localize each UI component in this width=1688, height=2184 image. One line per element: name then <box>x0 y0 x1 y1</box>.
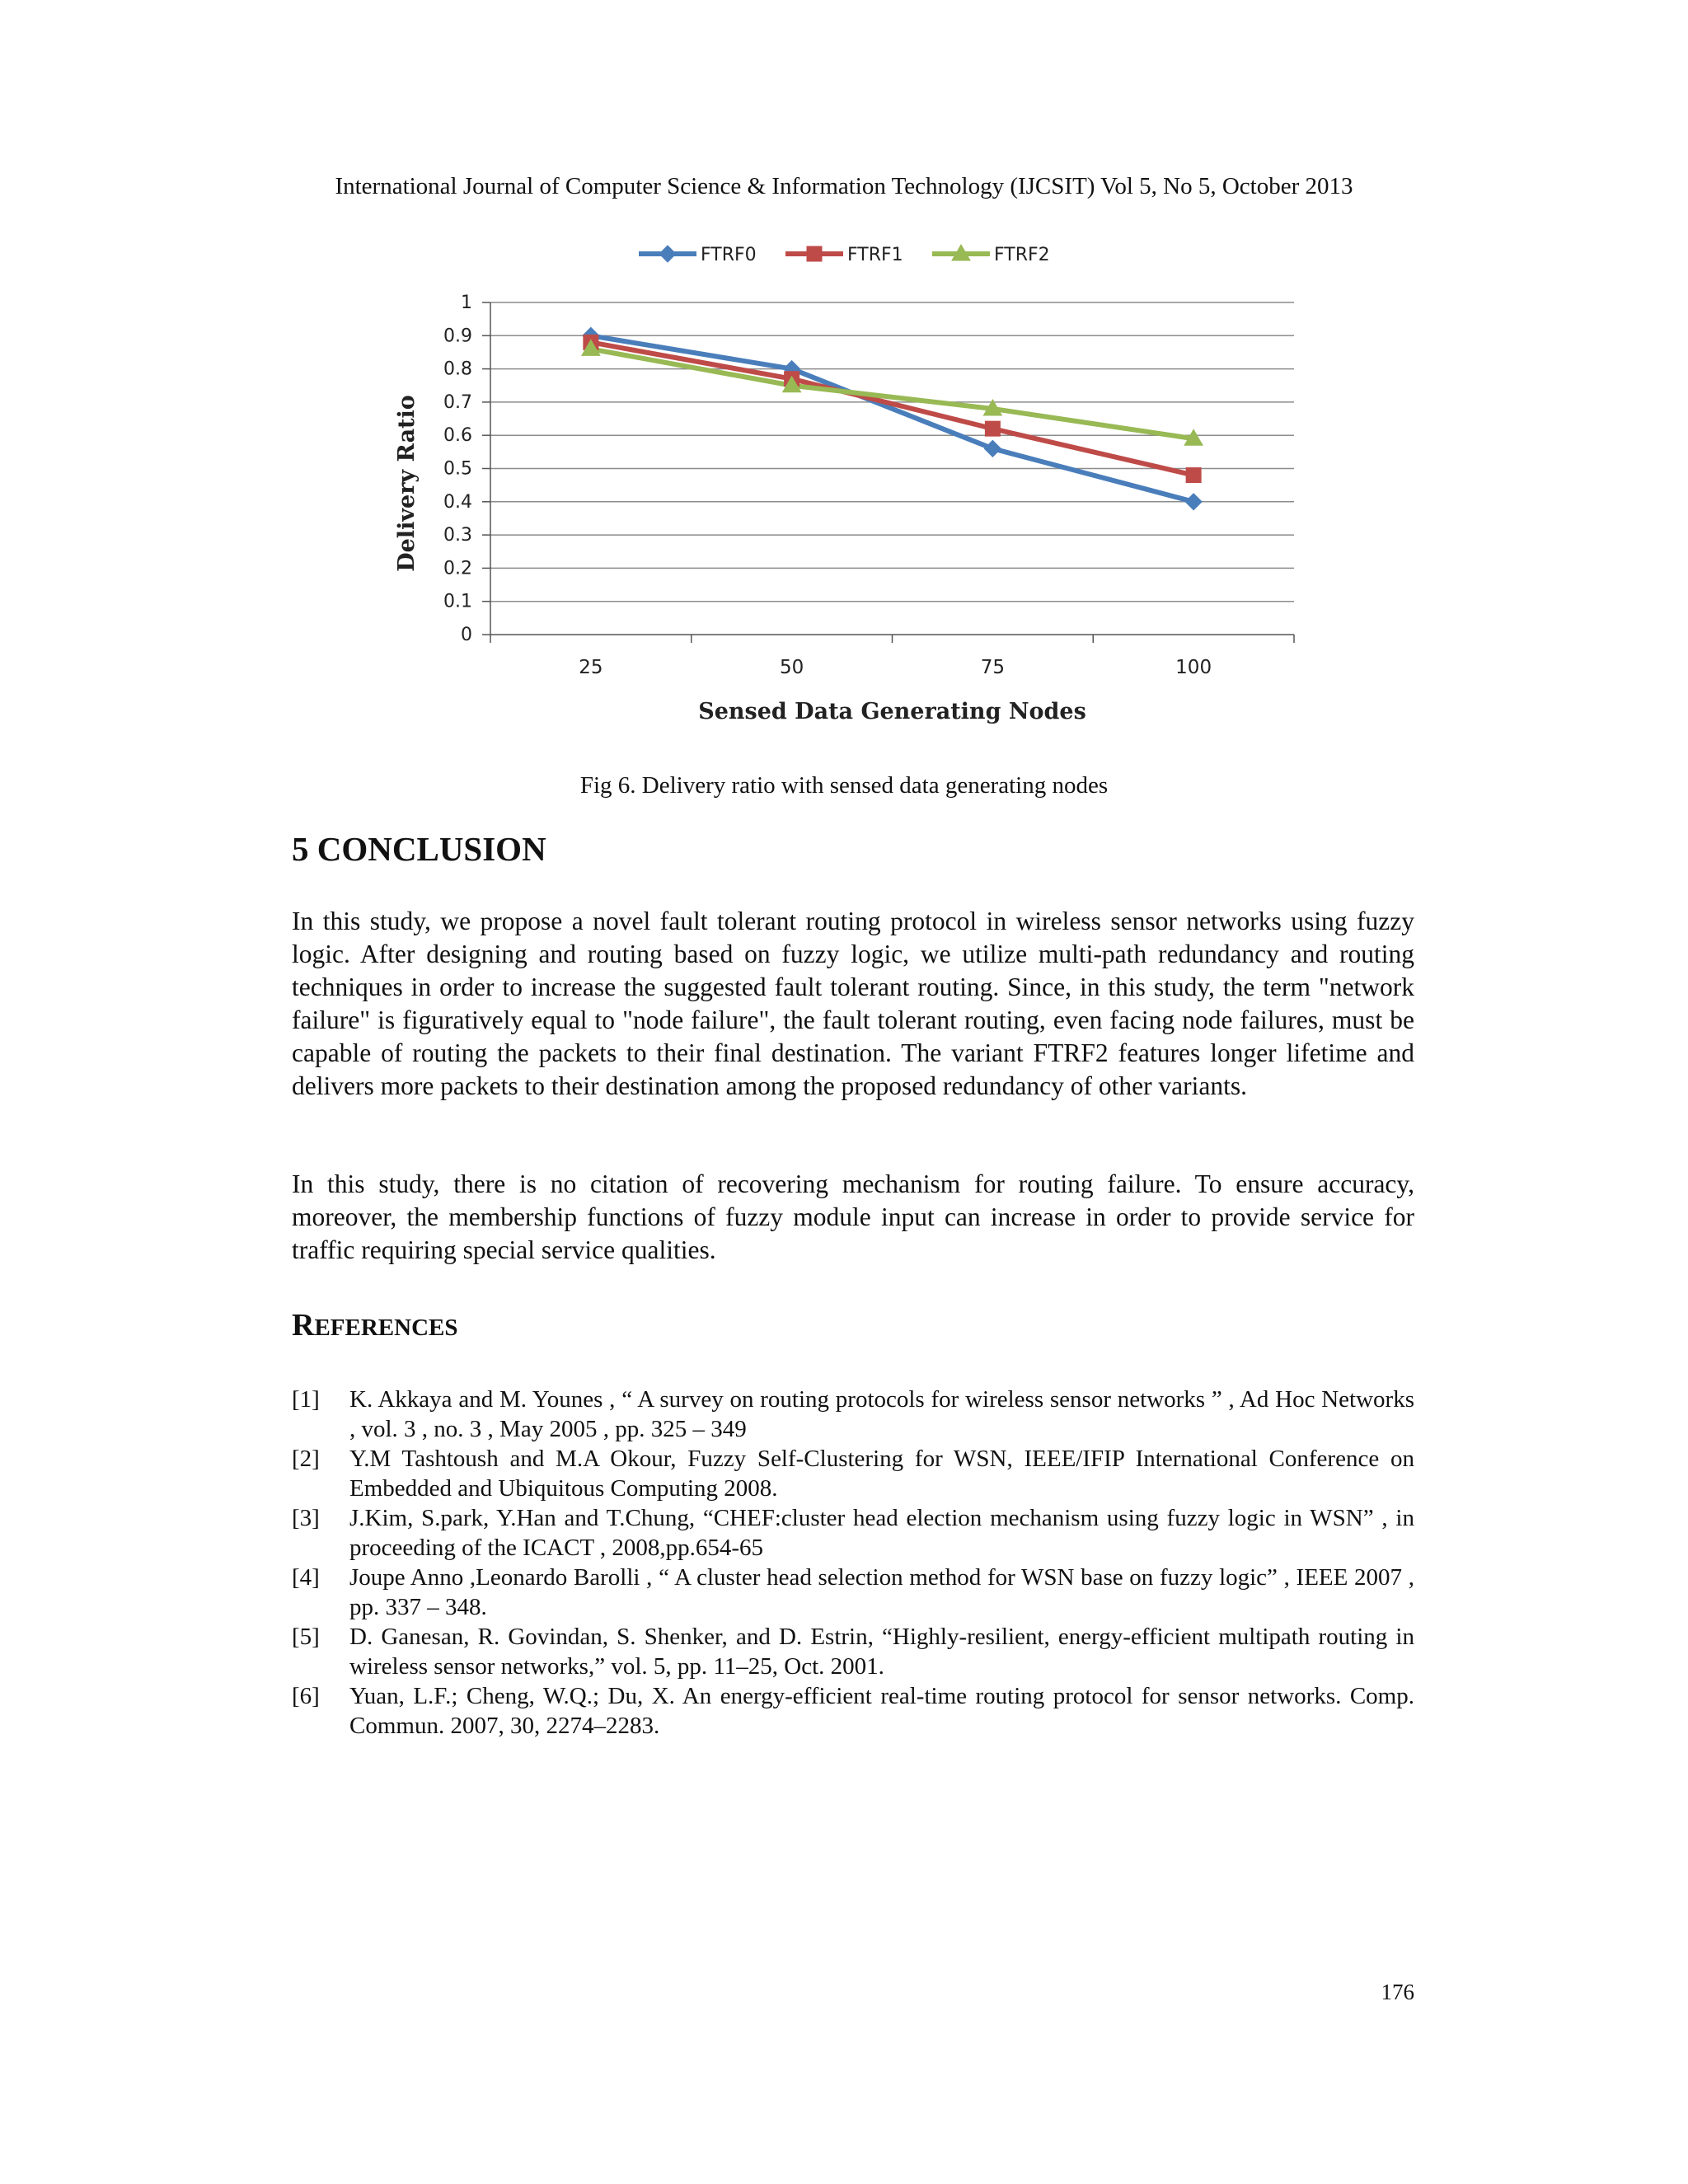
data-point-marker <box>659 246 676 262</box>
reference-text: Yuan, L.F.; Cheng, W.Q.; Du, X. An energy-efficient real-time routing protocol for sensor networks. Comp. Commun. 2007, 30, 2274–2283. <box>349 1683 1414 1739</box>
legend-label: FTRF0 <box>701 245 757 265</box>
figure-caption: Fig 6. Delivery ratio with sensed data generating nodes <box>579 772 1109 799</box>
legend-label: FTRF2 <box>994 245 1050 265</box>
series-line-ftrf2 <box>591 349 1193 438</box>
reference-item <box>292 1503 1414 1563</box>
reference-item <box>292 1444 1414 1503</box>
y-tick-label: 0.6 <box>443 425 472 447</box>
reference-number: [3] <box>292 1505 320 1531</box>
reference-number: [6] <box>292 1683 320 1709</box>
x-tick-label: 100 <box>1175 657 1212 678</box>
x-tick-label: 50 <box>779 657 804 678</box>
data-point-marker <box>1185 494 1202 510</box>
running-head: International Journal of Computer Science & Information Technology (IJCSIT) Vol 5, No 5, October 2013 <box>335 173 1353 199</box>
y-tick-label: 0.4 <box>443 491 472 513</box>
reference-text: Joupe Anno ,Leonardo Barolli , “ A cluster head selection method for WSN base on fuzzy logic” , IEEE 2007 , pp. 337 – 348. <box>349 1564 1414 1620</box>
reference-item <box>292 1385 1414 1444</box>
conclusion-paragraph-1: In this study, we propose a novel fault tolerant routing protocol in wireless sensor networks using fuzzy logic. After designing and routing based on fuzzy logic, we utilize multi-path redundancy and routing techniques in order to increase the suggested fault tolerant routing. Since, in this study, the term "network failure" is figuratively equal to "node failure", the fault tolerant routing, even facing node failures, must be capable of routing the packets to their final destination. The variant FTRF2 features longer lifetime and delivers more packets to their destination among the proposed redundancy of other variants. <box>292 907 1414 1100</box>
reference-item <box>292 1622 1414 1681</box>
data-point-marker <box>1186 468 1201 483</box>
data-point-marker <box>807 246 822 261</box>
reference-number: [4] <box>292 1564 320 1591</box>
y-axis-title: Delivery Ratio <box>394 395 420 572</box>
data-point-marker <box>985 421 1000 436</box>
reference-number: [5] <box>292 1624 320 1650</box>
x-axis-title: Sensed Data Generating Nodes <box>698 699 1086 724</box>
y-tick-label: 0.8 <box>443 359 472 380</box>
reference-text: K. Akkaya and M. Younes , “ A survey on routing protocols for wireless sensor networks ” , Ad Hoc Networks , vol. 3 , no. 3 , May 2005 , pp. 325 – 349 <box>349 1386 1414 1442</box>
y-tick-label: 1 <box>461 293 472 313</box>
reference-item <box>292 1563 1414 1622</box>
y-tick-label: 0.1 <box>443 591 472 612</box>
references-heading-rest: EFERENCES <box>314 1315 458 1341</box>
delivery-ratio-chart <box>363 231 1327 733</box>
y-tick-label: 0.7 <box>443 391 472 413</box>
y-tick-label: 0.2 <box>443 558 472 579</box>
chart-svg <box>363 231 1327 733</box>
x-tick-label: 75 <box>980 657 1006 678</box>
reference-text: D. Ganesan, R. Govindan, S. Shenker, and D. Estrin, “Highly-resilient, energy-efficient multipath routing in wireless sensor networks,” vol. 5, pp. 11–25, Oct. 2001. <box>349 1624 1414 1680</box>
conclusion-heading: 5 CONCLUSION <box>292 830 546 868</box>
references-heading-initial: R <box>292 1308 315 1343</box>
references-list <box>292 1385 1414 1741</box>
reference-item <box>292 1681 1414 1741</box>
references-heading <box>292 1306 458 1347</box>
conclusion-paragraph-2: In this study, there is no citation of recovering mechanism for routing failure. To ensure accuracy, moreover, the membership functions of fuzzy module input can increase in order to provide service for traffic requiring special service qualities. <box>292 1169 1414 1264</box>
y-tick-label: 0.3 <box>443 525 472 546</box>
x-tick-label: 25 <box>579 657 603 678</box>
page-number: 176 <box>1381 1980 1414 2004</box>
data-point-marker <box>984 440 1001 457</box>
reference-number: [2] <box>292 1446 320 1472</box>
y-tick-label: 0 <box>461 625 472 645</box>
y-tick-label: 0.9 <box>443 326 472 347</box>
reference-text: Y.M Tashtoush and M.A Okour, Fuzzy Self-Clustering for WSN, IEEE/IFIP International Conference on Embedded and Ubiquitous Computing 2008. <box>349 1446 1414 1502</box>
legend-label: FTRF1 <box>847 245 903 265</box>
y-tick-label: 0.5 <box>443 458 472 480</box>
reference-number: [1] <box>292 1386 320 1413</box>
reference-text: J.Kim, S.park, Y.Han and T.Chung, “CHEF:cluster head election mechanism using fuzzy logic in WSN” , in proceeding of the ICACT , 2008,pp.654-65 <box>349 1505 1414 1561</box>
